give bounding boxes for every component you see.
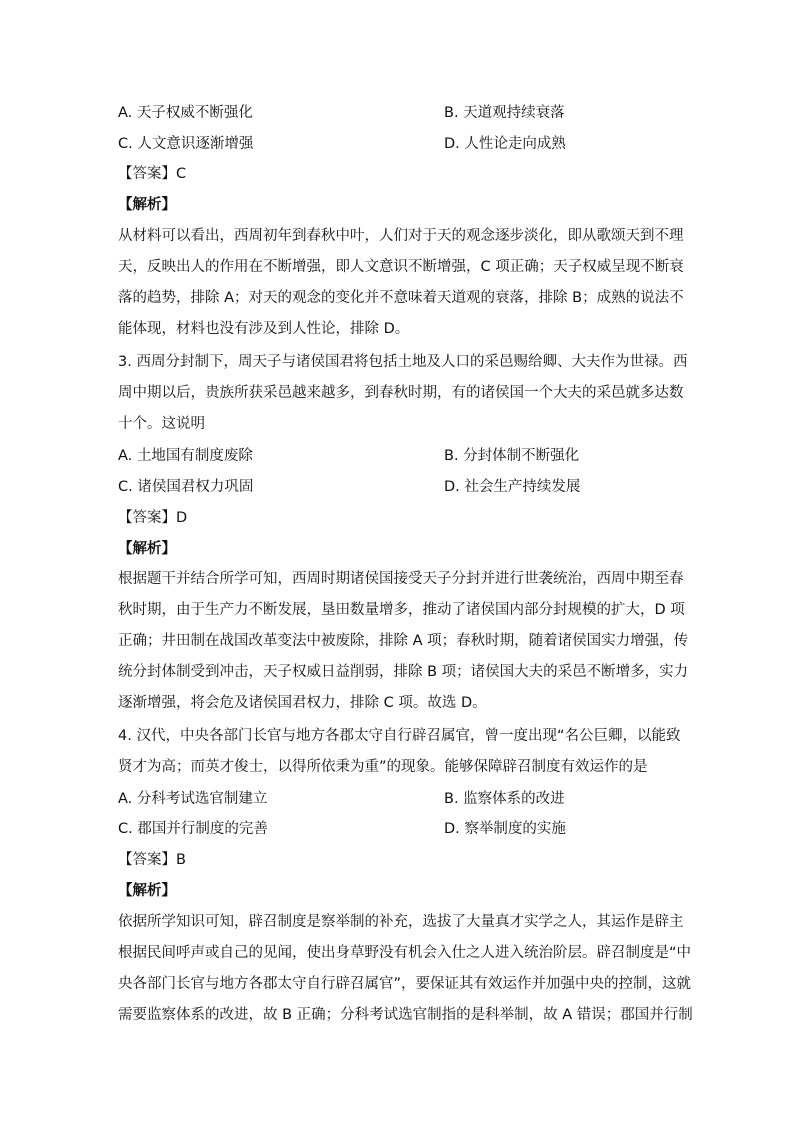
q3-option-c: C. 诸侯国君权力巩固 bbox=[118, 479, 254, 495]
q2-analysis-line: 落的趋势，排除 A；对天的观念的变化并不意味着天道观的衰落，排除 B；成熟的说法不 bbox=[118, 290, 684, 306]
q4-option-d: D. 察举制度的实施 bbox=[444, 821, 566, 837]
q4-answer: 【答案】B bbox=[118, 852, 186, 868]
q2-option-b: B. 天道观持续衰落 bbox=[444, 105, 565, 121]
q2-option-d: D. 人性论走向成熟 bbox=[444, 136, 566, 152]
q2-option-a: A. 天子权威不断强化 bbox=[118, 105, 253, 121]
q3-stem-line: 3. 西周分封制下，周天子与诸侯国君将包括土地及人口的采邑赐给卿、大夫作为世禄。西 bbox=[118, 354, 688, 370]
q3-option-b: B. 分封体制不断强化 bbox=[444, 448, 580, 464]
q4-stem-line: 贤才为高；而英才俊士，以得所依秉为重”的现象。能够保障辟召制度有效运作的是 bbox=[118, 759, 648, 775]
q3-analysis-line: 正确；井田制在战国改革变法中被废除，排除 A 项；春秋时期，随着诸侯国实力增强，传 bbox=[118, 633, 689, 649]
q4-analysis-line: 依据所学知识可知，辟召制度是察举制的补充，选拔了大量真才实学之人，其运作是辟主 bbox=[118, 914, 684, 930]
q3-answer: 【答案】D bbox=[118, 510, 188, 526]
q4-stem-line: 4. 汉代，中央各部门长官与地方各郡太守自行辟召属官，曾一度出现“名公巨卿，以能致 bbox=[118, 728, 681, 744]
q4-analysis-line: 根据民间呼声或自己的见闻，使出身草野没有机会入仕之人进入统治阶层。辟召制度是“中 bbox=[118, 945, 692, 961]
q3-analysis-label: 【解析】 bbox=[118, 541, 176, 557]
q3-stem-line: 周中期以后，贵族所获采邑越来越多，到春秋时期，有的诸侯国一个大夫的采邑就多达数 bbox=[118, 385, 684, 401]
q2-answer: 【答案】C bbox=[118, 166, 187, 182]
q3-stem-line: 十个。这说明 bbox=[118, 416, 205, 432]
q4-analysis bbox=[118, 912, 693, 1036]
q3-analysis-line: 统分封体制受到冲击，天子权威日益削弱，排除 B 项；诸侯国大夫的采邑不断增多，实力 bbox=[118, 664, 689, 680]
q3-analysis-line: 秋时期，由于生产力不断发展，垦田数量增多，推动了诸侯国内部分封规模的扩大，D 项 bbox=[118, 602, 685, 618]
q4-analysis-line: 需要监察体系的改进，故 B 正确；分科考试选官制指的是科举制，故 A 错误；郡国并行制 bbox=[118, 1007, 693, 1023]
q4-analysis-label: 【解析】 bbox=[118, 883, 176, 899]
q4-stem bbox=[118, 726, 681, 788]
q3-option-d: D. 社会生产持续发展 bbox=[444, 479, 581, 495]
q4-option-c: C. 郡国并行制度的完善 bbox=[118, 821, 268, 837]
q2-analysis-label: 【解析】 bbox=[118, 197, 176, 213]
q4-option-b: B. 监察体系的改进 bbox=[444, 791, 565, 807]
q3-option-a: A. 土地国有制度废除 bbox=[118, 448, 253, 464]
q2-analysis-line: 天，反映出人的作用在不断增强，即人文意识不断增强，C 项正确；天子权威呈现不断衰 bbox=[118, 259, 684, 275]
q2-analysis bbox=[118, 226, 684, 350]
q3-stem bbox=[118, 352, 688, 445]
q3-analysis bbox=[118, 569, 689, 724]
q4-option-a: A. 分科考试选官制建立 bbox=[118, 791, 268, 807]
q2-analysis-line: 能体现，材料也没有涉及到人性论，排除 D。 bbox=[118, 321, 410, 337]
q2-analysis-line: 从材料可以看出，西周初年到春秋中叶，人们对于天的观念逐步淡化，即从歌颂天到不理 bbox=[118, 228, 684, 244]
q3-analysis-line: 根据题干并结合所学可知，西周时期诸侯国接受天子分封并进行世袭统治，西周中期至春 bbox=[118, 571, 684, 587]
q3-analysis-line: 逐渐增强，将会危及诸侯国君权力，排除 C 项。故选 D。 bbox=[118, 695, 487, 711]
q4-analysis-line: 央各部门长官与地方各郡太守自行辟召属官”，要保证其有效运作并加强中央的控制，这就 bbox=[118, 976, 692, 992]
q2-option-c: C. 人文意识逐渐增强 bbox=[118, 136, 254, 152]
